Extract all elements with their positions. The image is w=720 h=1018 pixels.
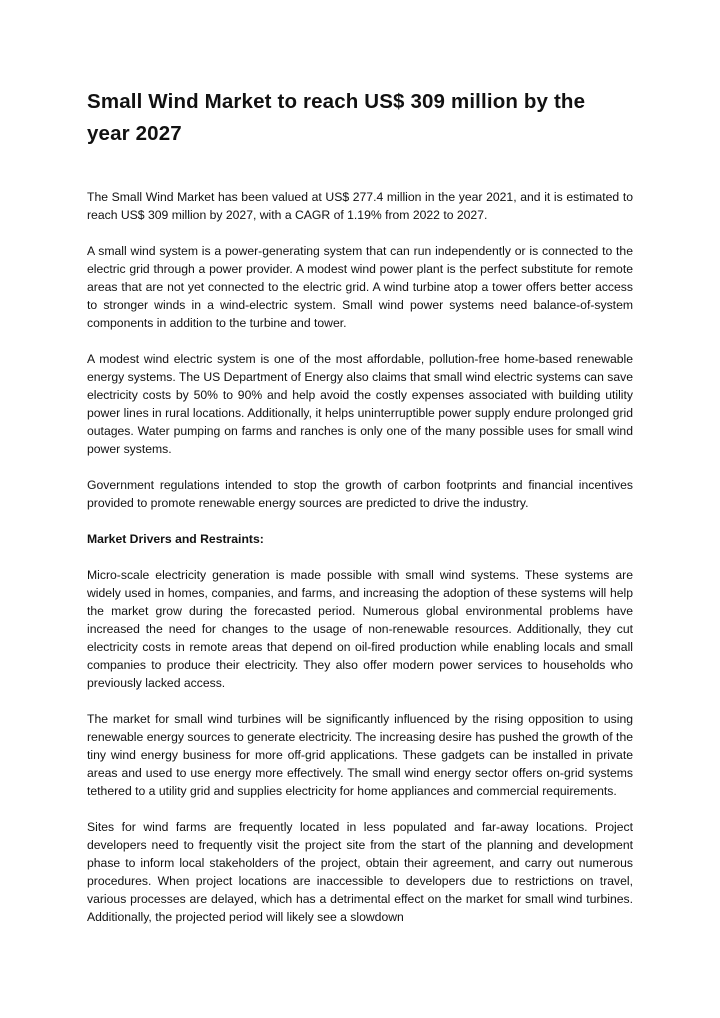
paragraph-wind-farm-sites: Sites for wind farms are frequently located in less populated and far-away locations. Project developers need to frequently visit the project site from the start of the planning and development phase to inform local stakeholders of the project, obtain their agreement, and carry out numerous procedures. When project locations are inaccessible to developers due to restrictions on travel, various processes are delayed, which has a detrimental effect on the market for small wind turbines. Additionally, the projected period will likely see a slowdown <box>87 820 633 924</box>
document-title: Small Wind Market to reach US$ 309 million by the year 2027 <box>87 90 586 145</box>
paragraph-affordability: A modest wind electric system is one of the most affordable, pollution-free home-based renewable energy systems. The US Department of Energy also claims that small wind electric systems can save electricity costs by 50% to 90% and help avoid the costly expenses associated with building utility power lines in rural locations. Additionally, it helps uninterruptible power supply endure prolonged grid outages. Water pumping on farms and ranches is only one of the many possible uses for small wind power systems. <box>87 352 633 456</box>
paragraph-micro-scale: Micro-scale electricity generation is made possible with small wind systems. These systems are widely used in homes, companies, and farms, and increasing the adoption of these systems will help the market grow during the forecasted period. Numerous global environmental problems have increased the need for changes to the usage of non-renewable resources. Additionally, they cut electricity costs in remote areas that depend on oil-fired production while enabling locals and small companies to produce their electricity. They also offer modern power services to households who previously lacked access. <box>87 568 633 690</box>
paragraph-market-influence: The market for small wind turbines will be significantly influenced by the rising opposition to using renewable energy sources to generate electricity. The increasing desire has pushed the growth of the tiny wind energy business for more off-grid applications. These gadgets can be installed in private areas and used to use energy more effectively. The small wind energy sector offers on-grid systems tethered to a utility grid and supplies electricity for home appliances and commercial requirements. <box>87 712 633 798</box>
paragraph-system-definition: A small wind system is a power-generating system that can run independently or is connected to the electric grid through a power provider. A modest wind power plant is the perfect substitute for remote areas that are not yet connected to the electric grid. A wind turbine atop a tower offers better access to stronger winds in a wind-electric system. Small wind power systems need balance-of-system components in addition to the turbine and tower. <box>87 244 633 330</box>
document-body <box>87 86 633 944</box>
paragraph-market-value: The Small Wind Market has been valued at US$ 277.4 million in the year 2021, and it is estimated to reach US$ 309 million by 2027, with a CAGR of 1.19% from 2022 to 2027. <box>87 190 633 222</box>
section-heading-drivers: Market Drivers and Restraints: <box>87 532 264 546</box>
paragraph-regulations: Government regulations intended to stop the growth of carbon footprints and financial incentives provided to promote renewable energy sources are predicted to drive the industry. <box>87 478 633 510</box>
